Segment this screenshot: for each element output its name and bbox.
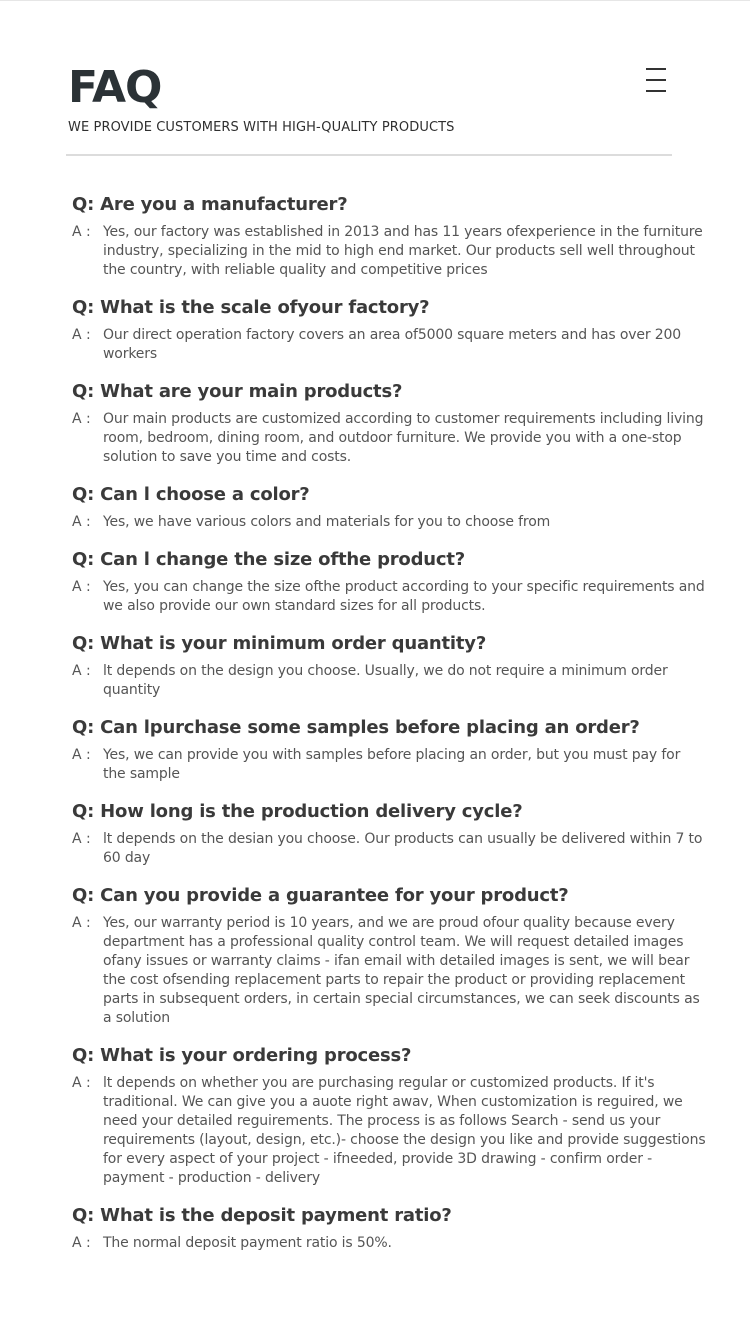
page-title: FAQ (68, 62, 162, 113)
faq-question: Q: Can l choose a color? (72, 484, 310, 505)
faq-answer (72, 410, 712, 467)
answer-text: Yes, we have various colors and materials for you to choose from (103, 514, 551, 530)
faq-question: Q: What are your main products? (72, 381, 403, 402)
faq-answer (72, 914, 712, 1028)
faq-item-main-products (72, 379, 712, 467)
answer-text: lt depends on the desian you choose. Our products can usually be delivered within 7 to 60 day (103, 831, 703, 866)
faq-question: Q: Can l change the size ofthe product? (72, 549, 466, 570)
faq-question: Q: How long is the production delivery cycle? (72, 801, 523, 822)
faq-answer (72, 578, 712, 616)
faq-answer (72, 746, 712, 784)
answer-text: Yes, our factory was established in 2013 and has 11 years ofexperience in the furniture industry, specializing in the mid to high end market. Our products sell well throughout the country, with reliable quality and competitive prices (103, 224, 703, 278)
menu-line-bottom (646, 90, 666, 92)
top-border (0, 0, 750, 1)
answer-prefix: A : (72, 514, 91, 530)
faq-item-samples (72, 715, 712, 784)
faq-item-deposit-ratio (72, 1203, 712, 1253)
answer-prefix: A : (72, 224, 91, 240)
answer-prefix: A : (72, 915, 91, 931)
answer-prefix: A : (72, 579, 91, 595)
answer-text: The normal deposit payment ratio is 50%. (103, 1235, 392, 1251)
answer-prefix: A : (72, 327, 91, 343)
header-divider (66, 154, 672, 156)
faq-question: Q: What is your minimum order quantity? (72, 633, 487, 654)
answer-prefix: A : (72, 1075, 91, 1091)
faq-answer (72, 1234, 712, 1253)
faq-item-manufacturer (72, 192, 712, 280)
faq-question: Q: What is your ordering process? (72, 1045, 412, 1066)
answer-prefix: A : (72, 1235, 91, 1251)
answer-prefix: A : (72, 831, 91, 847)
faq-question: Q: Can lpurchase some samples before placing an order? (72, 717, 640, 738)
faq-answer (72, 513, 712, 532)
faq-item-minimum-order (72, 631, 712, 700)
answer-text: Yes, we can provide you with samples before placing an order, but you must pay for the sample (103, 747, 681, 782)
answer-text: Our main products are customized according to customer requirements including living room, bedroom, dining room, and outdoor furniture. We provide you with a one-stop solution to save you time and costs. (103, 411, 704, 465)
faq-item-ordering-process (72, 1043, 712, 1188)
faq-question: Q: What is the scale ofyour factory? (72, 297, 430, 318)
answer-text: Yes, our warranty period is 10 years, and we are proud ofour quality because every department has a professional quality control team. We will request detailed images ofany issues or warranty claims - ifan email with detailed images is sent, we will bear the cost ofsending replacement parts to repair the product or providing replacement parts in subsequent orders, in certain special circumstances, we can seek discounts as a solution (103, 915, 700, 1026)
answer-text: lt depends on the design you choose. Usually, we do not require a minimum order quantity (103, 663, 668, 698)
answer-text: lt depends on whether you are purchasing regular or customized products. If it's traditional. We can give you a auote right awav, When customization is reguired, we need your detailed reguirements. The process is as follows Search - send us your requirements (layout, design, etc.)- choose the design you like and provide suggestions for every aspect of your project - ifneeded, provide 3D drawing - confirm order - payment - production - delivery (103, 1075, 706, 1186)
answer-prefix: A : (72, 663, 91, 679)
faq-answer (72, 326, 712, 364)
menu-line-middle (646, 79, 666, 81)
faq-answer (72, 662, 712, 700)
hamburger-menu-icon[interactable] (644, 66, 668, 94)
faq-question: Q: What is the deposit payment ratio? (72, 1205, 452, 1226)
answer-prefix: A : (72, 411, 91, 427)
answer-text: Yes, you can change the size ofthe product according to your specific requirements and we also provide our own standard sizes for all products. (103, 579, 705, 614)
faq-answer (72, 223, 712, 280)
faq-question: Q: Can you provide a guarantee for your product? (72, 885, 569, 906)
menu-line-top (646, 68, 666, 70)
faq-answer (72, 1074, 712, 1188)
answer-text: Our direct operation factory covers an area of5000 square meters and has over 200 workers (103, 327, 682, 362)
answer-prefix: A : (72, 747, 91, 763)
faq-item-delivery-cycle (72, 799, 712, 868)
faq-item-color (72, 482, 712, 532)
faq-item-guarantee (72, 883, 712, 1028)
faq-item-product-size (72, 547, 712, 616)
faq-answer (72, 830, 712, 868)
page-subtitle: WE PROVIDE CUSTOMERS WITH HIGH-QUALITY PRODUCTS (68, 120, 455, 135)
page-header (68, 62, 682, 137)
faq-list (72, 192, 712, 1268)
faq-question: Q: Are you a manufacturer? (72, 194, 348, 215)
faq-item-factory-scale (72, 295, 712, 364)
